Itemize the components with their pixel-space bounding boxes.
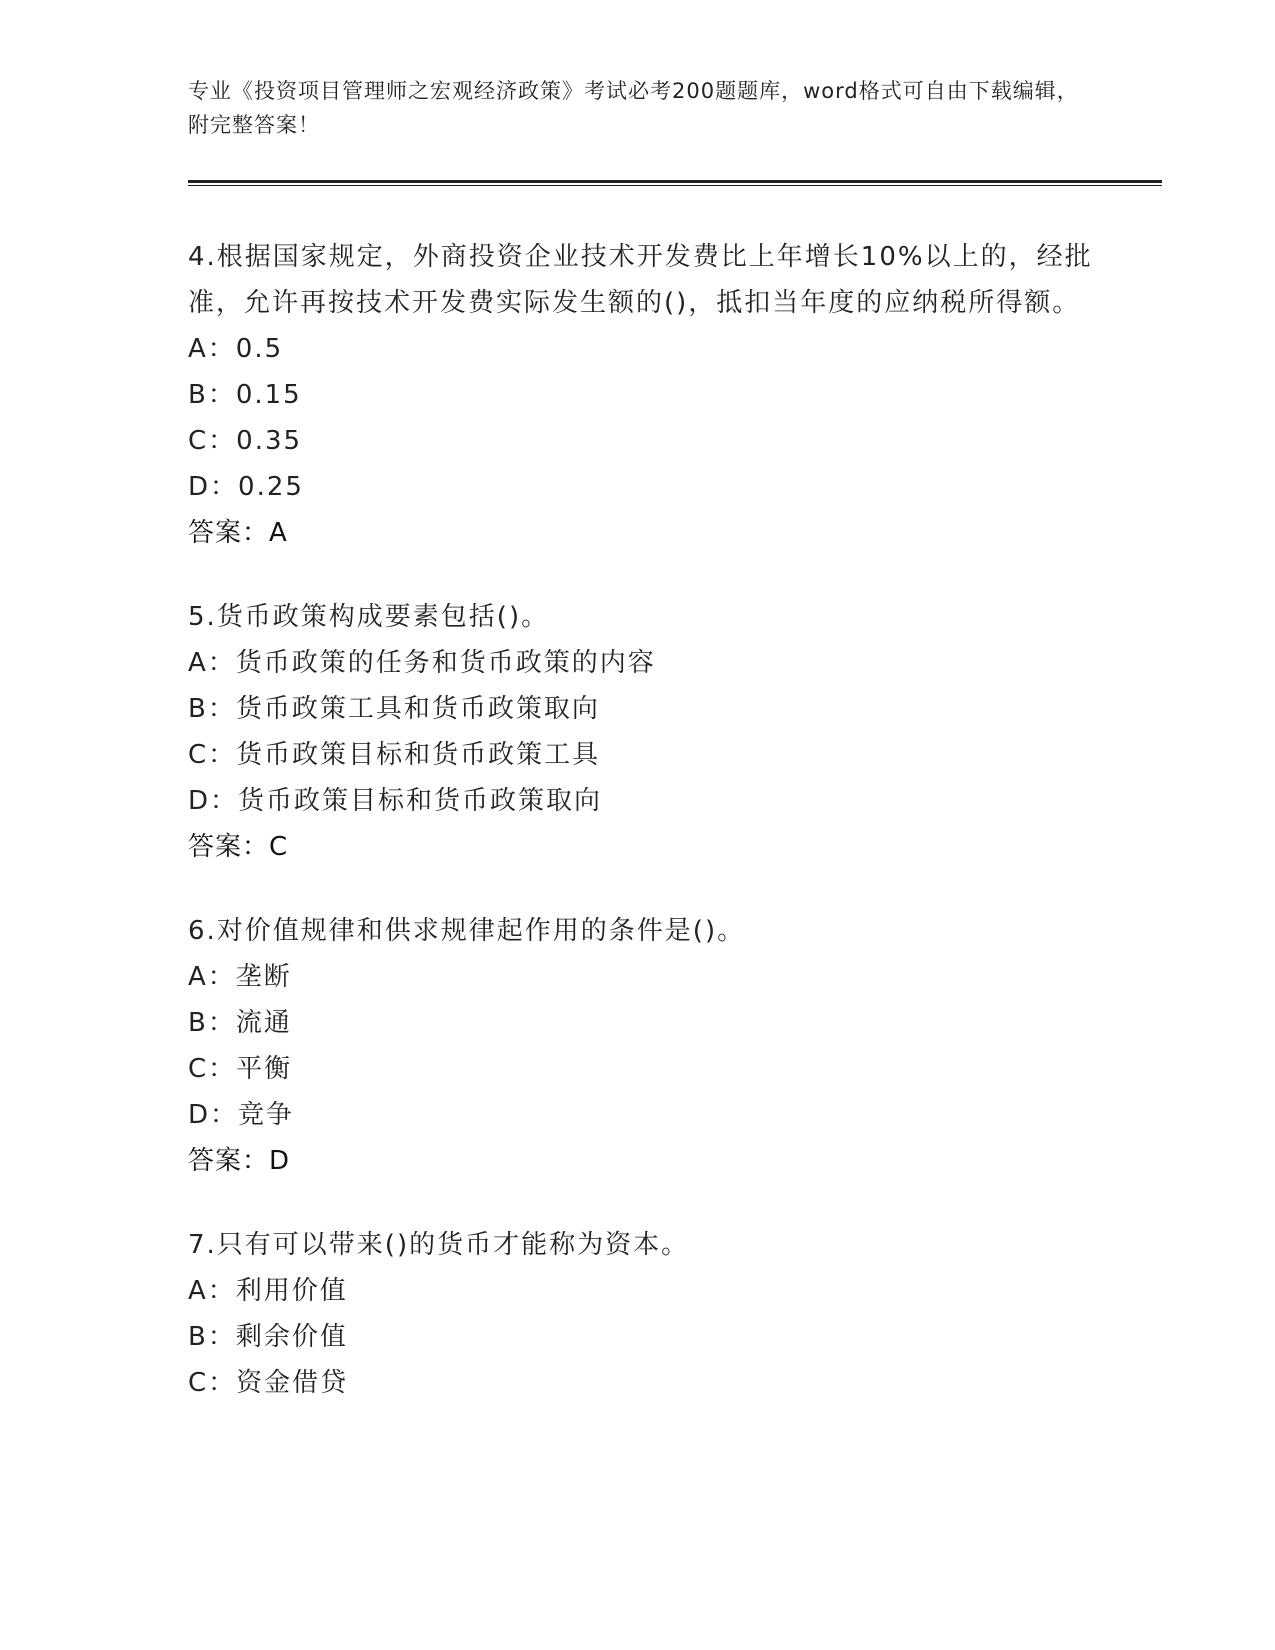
question-stem: 5.货币政策构成要素包括()。: [188, 602, 550, 632]
question-6: [188, 908, 1108, 1184]
answer-line: 答案：A: [188, 518, 288, 548]
question-stem: 6.对价值规律和供求规律起作用的条件是()。: [188, 916, 746, 946]
question-4: [188, 234, 1108, 556]
option-c: C：资金借贷: [188, 1368, 349, 1398]
option-d: D：竞争: [188, 1100, 295, 1130]
option-a: A：利用价值: [188, 1276, 348, 1306]
document-header: 专业《投资项目管理师之宏观经济政策》考试必考200题题库，word格式可自由下载编辑，附完整答案！: [188, 79, 1079, 137]
option-b: B：0.15: [188, 380, 302, 410]
question-list: [188, 234, 1108, 1444]
option-c: C：货币政策目标和货币政策工具: [188, 740, 601, 770]
answer-line: 答案：D: [188, 1146, 291, 1176]
header-divider-thick: [188, 180, 1162, 183]
option-c: C：平衡: [188, 1054, 293, 1084]
option-b: B：剩余价值: [188, 1322, 348, 1352]
question-5: [188, 594, 1108, 870]
option-b: B：流通: [188, 1008, 292, 1038]
option-c: C：0.35: [188, 426, 303, 456]
answer-line: 答案：C: [188, 832, 289, 862]
option-a: A：0.5: [188, 334, 284, 364]
question-stem: 4.根据国家规定，外商投资企业技术开发费比上年增长10%以上的，经批准，允许再按技术开发费实际发生额的()，抵扣当年度的应纳税所得额。: [188, 242, 1093, 318]
question-7: [188, 1222, 1108, 1406]
header-divider-thin: [188, 185, 1162, 186]
option-d: D：货币政策目标和货币政策取向: [188, 786, 603, 816]
question-stem: 7.只有可以带来()的货币才能称为资本。: [188, 1230, 690, 1260]
option-a: A：垄断: [188, 962, 292, 992]
option-b: B：货币政策工具和货币政策取向: [188, 694, 600, 724]
option-a: A：货币政策的任务和货币政策的内容: [188, 648, 656, 678]
option-d: D：0.25: [188, 472, 304, 502]
